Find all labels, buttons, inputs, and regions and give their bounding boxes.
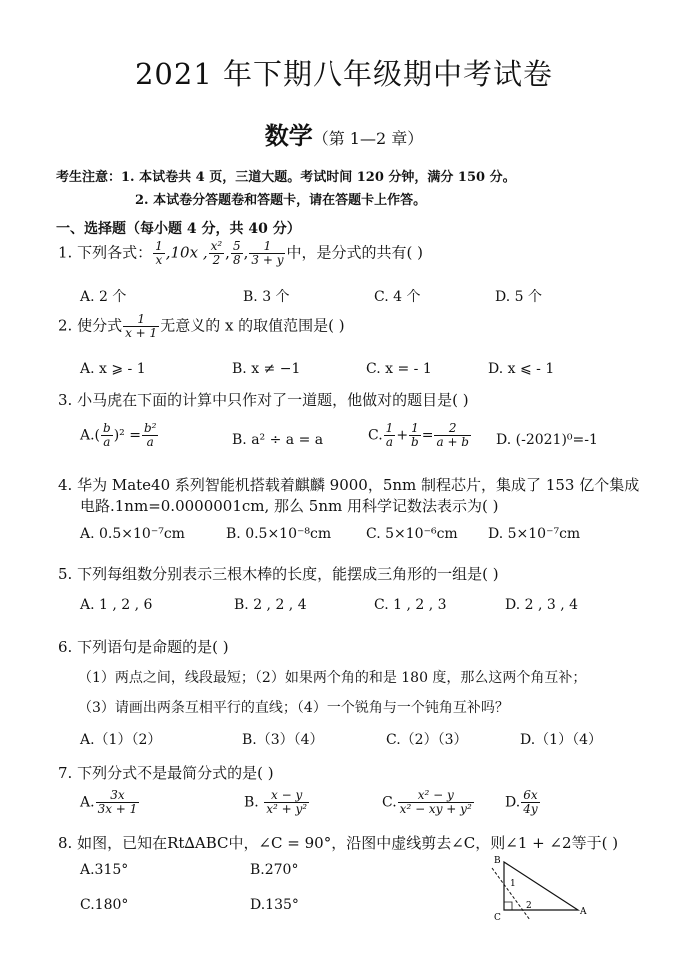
- q6-option-d: D.（1）（4）: [520, 732, 602, 748]
- q8-option-a: A.315°: [80, 862, 129, 878]
- q1-suffix: 中，是分式的共有( ): [286, 243, 423, 262]
- notice-line-1: [56, 166, 516, 185]
- q1-option-c: C. 4 个: [374, 289, 421, 305]
- notice-line-2: 2. 本试卷分答题卷和答题卡，请在答题卡上作答。: [135, 193, 427, 208]
- notice-label: 考生注意：: [56, 170, 122, 185]
- q3-option-a: A.( $\frac{b}{a}$ )² = $\frac{\text{b²}}{a}$: [80, 421, 157, 449]
- question-8-stem: 8. 如图，已知在Rt∆ABC中，∠C = 90°，沿图中虚线剪去∠C，则∠1 + ∠2等于( ): [58, 834, 619, 852]
- q5-option-c: C. 1 , 2 , 3: [374, 597, 447, 613]
- question-5-stem: 5. 下列每组数分别表示三根木棒的长度，能摆成三角形的一组是( ): [58, 565, 499, 583]
- q2-fraction: $\frac{1}{x + 1}$: [125, 312, 158, 340]
- q1-prefix: 1. 下列各式：: [58, 243, 153, 262]
- angle-label-1: 1: [510, 879, 516, 889]
- q2-suffix: 无意义的 x 的取值范围是( ): [160, 316, 345, 335]
- q2-option-b: B. x ≠ −1: [232, 361, 301, 377]
- q1-option-a: A. 2 个: [80, 289, 127, 305]
- q7-option-d: D. $\frac{6x}{4y}$: [505, 788, 538, 816]
- q1-term-10x: ,10x ,: [165, 243, 208, 262]
- q3-option-c: C. $\frac{1}{a}$ + $\frac{1}{b}$ = $\frac{2}{a + b}$: [368, 421, 469, 449]
- q6-option-c: C.（2）（3）: [386, 732, 468, 748]
- q1-fraction-4: $\frac{1}{3 + y}$: [251, 239, 284, 267]
- q4-option-a: A. 0.5×10⁻⁷cm: [80, 526, 185, 542]
- exam-subtitle: [0, 116, 688, 151]
- question-4-line-1: 4. 华为 Mate40 系列智能机搭载着麒麟 9000，5nm 制程芯片，集成了 153 亿个集成: [58, 476, 640, 494]
- q7-option-a: A. $\frac{3x}{3x + 1}$: [80, 788, 138, 816]
- q3-option-d: D. (-2021)⁰=-1: [496, 432, 598, 448]
- question-3-stem: 3. 小马虎在下面的计算中只作对了一道题，他做对的题目是( ): [58, 391, 469, 409]
- q7-option-c: C. $\frac{\text{x² − y}}{\text{x² − xy + y²}}$: [382, 788, 472, 816]
- q4-option-b: B. 0.5×10⁻⁸cm: [226, 526, 332, 542]
- q7-option-b: B. $\frac{x - y}{\text{x² + y²}}$: [244, 788, 308, 816]
- right-angle-mark: [504, 902, 512, 910]
- q2-prefix: 2. 使分式: [58, 316, 123, 335]
- q2-option-d: D. x ⩽ - 1: [488, 361, 555, 377]
- q1-fraction-3: $\frac{5}{8}$: [232, 239, 241, 267]
- q6-statement-line-1: （1）两点之间，线段最短；（2）如果两个角的和是 180 度，那么这两个角互补；: [78, 670, 587, 686]
- notice-text-1: 1. 本试卷共 4 页，三道大题。考试时间 120 分钟，满分 150 分。: [121, 170, 516, 185]
- exam-title: 2021 年下期八年级期中考试卷: [134, 57, 554, 91]
- q5-option-b: B. 2 , 2 , 4: [234, 597, 307, 613]
- question-2-stem: [58, 313, 345, 340]
- question-4-line-2: 电路.1nm=0.0000001cm, 那么 5nm 用科学记数法表示为( ): [80, 497, 499, 515]
- question-7-stem: 7. 下列分式不是最简分式的是( ): [58, 764, 274, 782]
- section-heading: 一、选择题（每小题 4 分，共 40 分）: [56, 221, 301, 237]
- q3-option-b: B. a² ÷ a = a: [232, 432, 324, 448]
- q4-option-d: D. 5×10⁻⁷cm: [488, 526, 581, 542]
- q2-option-a: A. x ⩾ - 1: [80, 361, 146, 377]
- chapter-range: （第 1—2 章）: [312, 129, 424, 148]
- vertex-label-c: C: [494, 913, 501, 922]
- q8-option-c: C.180°: [80, 897, 129, 913]
- vertex-label-b: B: [494, 856, 501, 866]
- q6-statement-line-2: （3）请画出两条互相平行的直线；（4）一个锐角与一个钝角互补吗？: [78, 700, 509, 716]
- q2-option-c: C. x = - 1: [366, 361, 432, 377]
- q5-option-a: A. 1 , 2 , 6: [80, 597, 153, 613]
- q6-option-a: A.（1）（2）: [80, 732, 162, 748]
- question-6-stem: 6. 下列语句是命题的是( ): [58, 638, 229, 656]
- q6-option-b: B.（3）（4）: [242, 732, 324, 748]
- q1-fraction-1: $\frac{1}{x}$: [155, 239, 163, 267]
- q5-option-d: D. 2 , 3 , 4: [505, 597, 579, 613]
- question-1-stem: 1. 下列各式： $\frac{1}{x}$ ,10x , $\frac{\text{x²}}{2}$ , $\frac{5}{8}$ , $\frac{1}{3 + y}$ 中，是分式的共有( ): [58, 239, 423, 267]
- vertex-label-a: A: [580, 907, 587, 917]
- q4-option-c: C. 5×10⁻⁶cm: [366, 526, 458, 542]
- subject-label: 数学: [264, 121, 313, 150]
- q1-option-b: B. 3 个: [243, 289, 290, 305]
- q1-option-d: D. 5 个: [495, 289, 542, 305]
- right-triangle-figure: [486, 852, 596, 922]
- angle-label-2: 2: [526, 901, 532, 911]
- q1-fraction-2: $\frac{\text{x²}}{2}$: [210, 239, 223, 267]
- q8-option-d: D.135°: [250, 897, 299, 913]
- q8-option-b: B.270°: [250, 862, 299, 878]
